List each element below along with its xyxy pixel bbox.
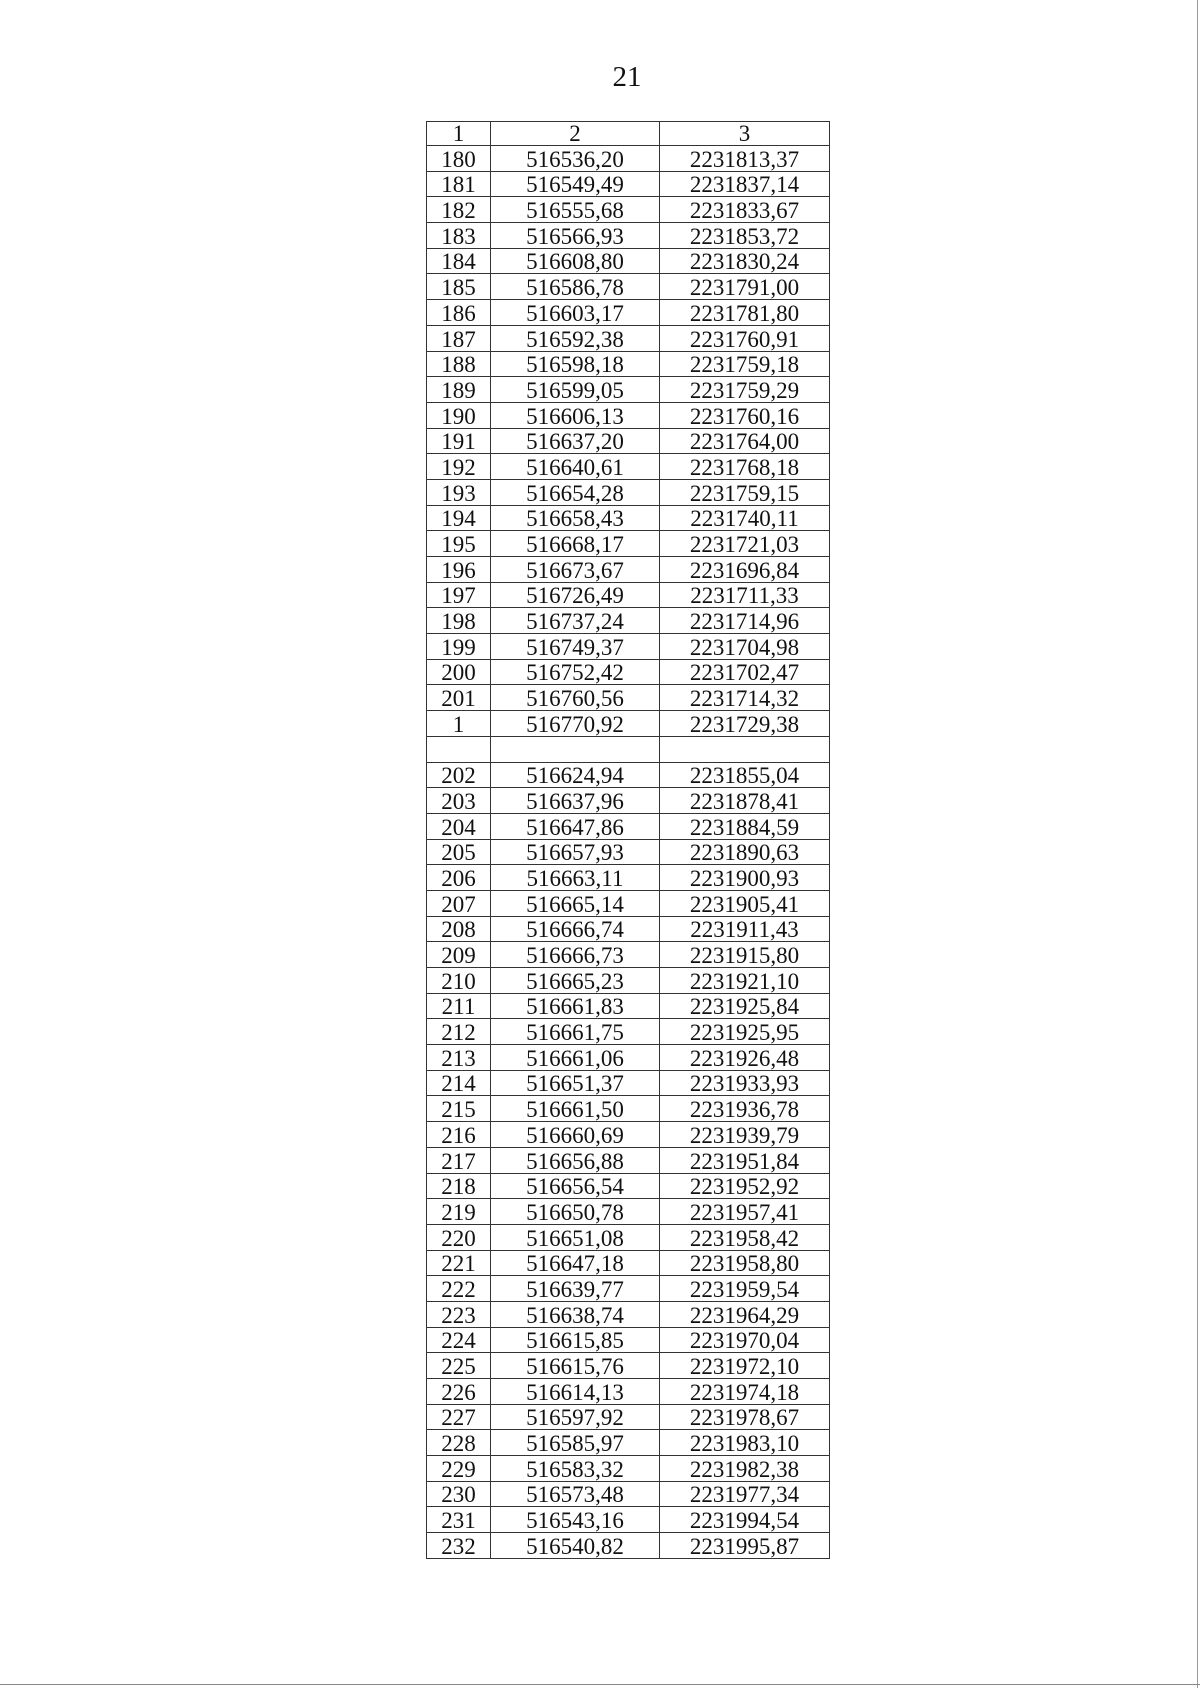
- x-coordinate-cell: 516606,13: [491, 402, 660, 428]
- column-header-point: 1: [427, 122, 491, 146]
- table-row: [427, 1147, 830, 1173]
- point-number-cell: 215: [427, 1096, 491, 1122]
- point-number-cell: 211: [427, 993, 491, 1019]
- y-coordinate-cell: 2231813,37: [660, 146, 830, 172]
- y-coordinate-cell: 2231764,00: [660, 428, 830, 454]
- point-number-cell: 196: [427, 557, 491, 583]
- y-coordinate-cell: 2231740,11: [660, 505, 830, 531]
- table-row: [427, 634, 830, 660]
- y-coordinate-cell: 2231936,78: [660, 1096, 830, 1122]
- x-coordinate-cell: 516639,77: [491, 1276, 660, 1302]
- x-coordinate-cell: 516647,18: [491, 1250, 660, 1276]
- table-row: [427, 1533, 830, 1559]
- x-coordinate-cell: 516651,37: [491, 1070, 660, 1096]
- x-coordinate-cell: 516661,75: [491, 1019, 660, 1045]
- y-coordinate-cell: 2231958,80: [660, 1250, 830, 1276]
- y-coordinate-cell: 2231759,15: [660, 479, 830, 505]
- table-row: [427, 1430, 830, 1456]
- table-row: [427, 197, 830, 223]
- x-coordinate-cell: 516592,38: [491, 325, 660, 351]
- table-row: [427, 916, 830, 942]
- scan-edge-bottom: [0, 1684, 1200, 1685]
- point-number-cell: 188: [427, 351, 491, 377]
- table-row: [427, 608, 830, 634]
- y-coordinate-cell: 2231983,10: [660, 1430, 830, 1456]
- y-coordinate-cell: 2231921,10: [660, 968, 830, 994]
- point-number-cell: 209: [427, 942, 491, 968]
- x-coordinate-cell: 516549,49: [491, 171, 660, 197]
- y-coordinate-cell: 2231704,98: [660, 634, 830, 660]
- y-coordinate-cell: 2231964,29: [660, 1301, 830, 1327]
- point-number-cell: 221: [427, 1250, 491, 1276]
- y-coordinate-cell: 2231952,92: [660, 1173, 830, 1199]
- point-number-cell: [427, 736, 491, 762]
- y-coordinate-cell: 2231714,32: [660, 685, 830, 711]
- y-coordinate-cell: 2231905,41: [660, 890, 830, 916]
- x-coordinate-cell: 516640,61: [491, 454, 660, 480]
- x-coordinate-cell: 516660,69: [491, 1122, 660, 1148]
- table-row: [427, 1019, 830, 1045]
- y-coordinate-cell: 2231702,47: [660, 659, 830, 685]
- x-coordinate-cell: 516726,49: [491, 582, 660, 608]
- point-number-cell: 217: [427, 1147, 491, 1173]
- point-number-cell: 203: [427, 788, 491, 814]
- y-coordinate-cell: 2231978,67: [660, 1404, 830, 1430]
- y-coordinate-cell: 2231729,38: [660, 711, 830, 737]
- point-number-cell: 205: [427, 839, 491, 865]
- point-number-cell: 227: [427, 1404, 491, 1430]
- table-row: [427, 942, 830, 968]
- coordinates-table: [426, 121, 830, 1559]
- table-row: [427, 1481, 830, 1507]
- point-number-cell: 218: [427, 1173, 491, 1199]
- x-coordinate-cell: 516566,93: [491, 223, 660, 249]
- table-row: [427, 1096, 830, 1122]
- table-row: [427, 1122, 830, 1148]
- x-coordinate-cell: 516737,24: [491, 608, 660, 634]
- table-row: [427, 788, 830, 814]
- x-coordinate-cell: 516665,23: [491, 968, 660, 994]
- table-row: [427, 223, 830, 249]
- y-coordinate-cell: 2231853,72: [660, 223, 830, 249]
- y-coordinate-cell: 2231714,96: [660, 608, 830, 634]
- y-coordinate-cell: 2231833,67: [660, 197, 830, 223]
- y-coordinate-cell: 2231995,87: [660, 1533, 830, 1559]
- coordinates-table-body: [427, 122, 830, 1559]
- y-coordinate-cell: 2231970,04: [660, 1327, 830, 1353]
- point-number-cell: 194: [427, 505, 491, 531]
- x-coordinate-cell: 516650,78: [491, 1199, 660, 1225]
- point-number-cell: 182: [427, 197, 491, 223]
- y-coordinate-cell: 2231711,33: [660, 582, 830, 608]
- point-number-cell: 210: [427, 968, 491, 994]
- x-coordinate-cell: 516615,76: [491, 1353, 660, 1379]
- point-number-cell: 1: [427, 711, 491, 737]
- table-row: [427, 813, 830, 839]
- page-number: 21: [612, 61, 642, 93]
- table-row: [427, 1353, 830, 1379]
- x-coordinate-cell: 516666,73: [491, 942, 660, 968]
- x-coordinate-cell: 516555,68: [491, 197, 660, 223]
- y-coordinate-cell: 2231760,91: [660, 325, 830, 351]
- table-row: [427, 1379, 830, 1405]
- x-coordinate-cell: 516615,85: [491, 1327, 660, 1353]
- y-coordinate-cell: 2231951,84: [660, 1147, 830, 1173]
- column-header-x: 2: [491, 122, 660, 146]
- x-coordinate-cell: 516597,92: [491, 1404, 660, 1430]
- y-coordinate-cell: 2231925,84: [660, 993, 830, 1019]
- y-coordinate-cell: 2231791,00: [660, 274, 830, 300]
- y-coordinate-cell: 2231957,41: [660, 1199, 830, 1225]
- point-number-cell: 232: [427, 1533, 491, 1559]
- point-number-cell: 201: [427, 685, 491, 711]
- point-number-cell: 202: [427, 762, 491, 788]
- point-number-cell: 189: [427, 377, 491, 403]
- point-number-cell: 226: [427, 1379, 491, 1405]
- point-number-cell: 184: [427, 248, 491, 274]
- point-number-cell: 214: [427, 1070, 491, 1096]
- table-row: [427, 479, 830, 505]
- point-number-cell: 216: [427, 1122, 491, 1148]
- y-coordinate-cell: 2231721,03: [660, 531, 830, 557]
- point-number-cell: 228: [427, 1430, 491, 1456]
- table-row: [427, 300, 830, 326]
- point-number-cell: 212: [427, 1019, 491, 1045]
- y-coordinate-cell: 2231900,93: [660, 865, 830, 891]
- y-coordinate-cell: 2231768,18: [660, 454, 830, 480]
- point-number-cell: 199: [427, 634, 491, 660]
- point-number-cell: 185: [427, 274, 491, 300]
- table-row: [427, 711, 830, 737]
- x-coordinate-cell: 516536,20: [491, 146, 660, 172]
- x-coordinate-cell: 516599,05: [491, 377, 660, 403]
- x-coordinate-cell: 516770,92: [491, 711, 660, 737]
- x-coordinate-cell: 516657,93: [491, 839, 660, 865]
- point-number-cell: 186: [427, 300, 491, 326]
- x-coordinate-cell: 516608,80: [491, 248, 660, 274]
- y-coordinate-cell: 2231759,18: [660, 351, 830, 377]
- x-coordinate-cell: 516573,48: [491, 1481, 660, 1507]
- point-number-cell: 191: [427, 428, 491, 454]
- x-coordinate-cell: 516668,17: [491, 531, 660, 557]
- x-coordinate-cell: 516658,43: [491, 505, 660, 531]
- x-coordinate-cell: 516666,74: [491, 916, 660, 942]
- x-coordinate-cell: 516603,17: [491, 300, 660, 326]
- x-coordinate-cell: [491, 736, 660, 762]
- table-row: [427, 1173, 830, 1199]
- point-number-cell: 206: [427, 865, 491, 891]
- table-row: [427, 1224, 830, 1250]
- table-row: [427, 171, 830, 197]
- table-row: [427, 1276, 830, 1302]
- y-coordinate-cell: [660, 736, 830, 762]
- x-coordinate-cell: 516654,28: [491, 479, 660, 505]
- table-row: [427, 659, 830, 685]
- table-row: [427, 557, 830, 583]
- table-row: [427, 890, 830, 916]
- y-coordinate-cell: 2231958,42: [660, 1224, 830, 1250]
- y-coordinate-cell: 2231915,80: [660, 942, 830, 968]
- y-coordinate-cell: 2231837,14: [660, 171, 830, 197]
- x-coordinate-cell: 516661,50: [491, 1096, 660, 1122]
- x-coordinate-cell: 516665,14: [491, 890, 660, 916]
- x-coordinate-cell: 516583,32: [491, 1456, 660, 1482]
- table-separator-row: [427, 736, 830, 762]
- point-number-cell: 190: [427, 402, 491, 428]
- y-coordinate-cell: 2231972,10: [660, 1353, 830, 1379]
- table-row: [427, 454, 830, 480]
- x-coordinate-cell: 516647,86: [491, 813, 660, 839]
- point-number-cell: 183: [427, 223, 491, 249]
- x-coordinate-cell: 516673,67: [491, 557, 660, 583]
- y-coordinate-cell: 2231933,93: [660, 1070, 830, 1096]
- point-number-cell: 198: [427, 608, 491, 634]
- y-coordinate-cell: 2231959,54: [660, 1276, 830, 1302]
- table-row: [427, 1456, 830, 1482]
- x-coordinate-cell: 516585,97: [491, 1430, 660, 1456]
- y-coordinate-cell: 2231830,24: [660, 248, 830, 274]
- x-coordinate-cell: 516651,08: [491, 1224, 660, 1250]
- x-coordinate-cell: 516760,56: [491, 685, 660, 711]
- point-number-cell: 225: [427, 1353, 491, 1379]
- y-coordinate-cell: 2231781,80: [660, 300, 830, 326]
- table-row: [427, 1404, 830, 1430]
- x-coordinate-cell: 516540,82: [491, 1533, 660, 1559]
- column-header-y: 3: [660, 122, 830, 146]
- table-row: [427, 1070, 830, 1096]
- table-row: [427, 1250, 830, 1276]
- y-coordinate-cell: 2231974,18: [660, 1379, 830, 1405]
- x-coordinate-cell: 516661,06: [491, 1045, 660, 1071]
- x-coordinate-cell: 516663,11: [491, 865, 660, 891]
- x-coordinate-cell: 516637,96: [491, 788, 660, 814]
- point-number-cell: 222: [427, 1276, 491, 1302]
- x-coordinate-cell: 516586,78: [491, 274, 660, 300]
- point-number-cell: 208: [427, 916, 491, 942]
- x-coordinate-cell: 516624,94: [491, 762, 660, 788]
- x-coordinate-cell: 516638,74: [491, 1301, 660, 1327]
- table-row: [427, 1301, 830, 1327]
- x-coordinate-cell: 516637,20: [491, 428, 660, 454]
- table-row: [427, 325, 830, 351]
- y-coordinate-cell: 2231939,79: [660, 1122, 830, 1148]
- x-coordinate-cell: 516543,16: [491, 1507, 660, 1533]
- point-number-cell: 220: [427, 1224, 491, 1250]
- point-number-cell: 195: [427, 531, 491, 557]
- point-number-cell: 229: [427, 1456, 491, 1482]
- y-coordinate-cell: 2231696,84: [660, 557, 830, 583]
- point-number-cell: 204: [427, 813, 491, 839]
- point-number-cell: 200: [427, 659, 491, 685]
- y-coordinate-cell: 2231977,34: [660, 1481, 830, 1507]
- y-coordinate-cell: 2231982,38: [660, 1456, 830, 1482]
- table-row: [427, 505, 830, 531]
- point-number-cell: 224: [427, 1327, 491, 1353]
- table-row: [427, 377, 830, 403]
- point-number-cell: 180: [427, 146, 491, 172]
- table-row: [427, 351, 830, 377]
- y-coordinate-cell: 2231890,63: [660, 839, 830, 865]
- x-coordinate-cell: 516598,18: [491, 351, 660, 377]
- x-coordinate-cell: 516656,88: [491, 1147, 660, 1173]
- table-row: [427, 762, 830, 788]
- point-number-cell: 192: [427, 454, 491, 480]
- point-number-cell: 223: [427, 1301, 491, 1327]
- point-number-cell: 230: [427, 1481, 491, 1507]
- table-header-row: [427, 122, 830, 146]
- y-coordinate-cell: 2231759,29: [660, 377, 830, 403]
- y-coordinate-cell: 2231926,48: [660, 1045, 830, 1071]
- y-coordinate-cell: 2231911,43: [660, 916, 830, 942]
- table-row: [427, 1199, 830, 1225]
- table-row: [427, 993, 830, 1019]
- table-row: [427, 582, 830, 608]
- scan-edge-right: [1197, 0, 1198, 1688]
- point-number-cell: 219: [427, 1199, 491, 1225]
- y-coordinate-cell: 2231878,41: [660, 788, 830, 814]
- point-number-cell: 181: [427, 171, 491, 197]
- table-row: [427, 1327, 830, 1353]
- point-number-cell: 187: [427, 325, 491, 351]
- table-row: [427, 274, 830, 300]
- table-row: [427, 685, 830, 711]
- point-number-cell: 213: [427, 1045, 491, 1071]
- x-coordinate-cell: 516614,13: [491, 1379, 660, 1405]
- table-row: [427, 428, 830, 454]
- x-coordinate-cell: 516661,83: [491, 993, 660, 1019]
- table-row: [427, 1507, 830, 1533]
- x-coordinate-cell: 516752,42: [491, 659, 660, 685]
- point-number-cell: 197: [427, 582, 491, 608]
- table-row: [427, 248, 830, 274]
- y-coordinate-cell: 2231884,59: [660, 813, 830, 839]
- table-row: [427, 402, 830, 428]
- y-coordinate-cell: 2231855,04: [660, 762, 830, 788]
- point-number-cell: 193: [427, 479, 491, 505]
- table-row: [427, 839, 830, 865]
- y-coordinate-cell: 2231760,16: [660, 402, 830, 428]
- y-coordinate-cell: 2231925,95: [660, 1019, 830, 1045]
- x-coordinate-cell: 516749,37: [491, 634, 660, 660]
- table-row: [427, 865, 830, 891]
- table-row: [427, 146, 830, 172]
- point-number-cell: 207: [427, 890, 491, 916]
- x-coordinate-cell: 516656,54: [491, 1173, 660, 1199]
- y-coordinate-cell: 2231994,54: [660, 1507, 830, 1533]
- point-number-cell: 231: [427, 1507, 491, 1533]
- table-row: [427, 531, 830, 557]
- table-row: [427, 968, 830, 994]
- table-row: [427, 1045, 830, 1071]
